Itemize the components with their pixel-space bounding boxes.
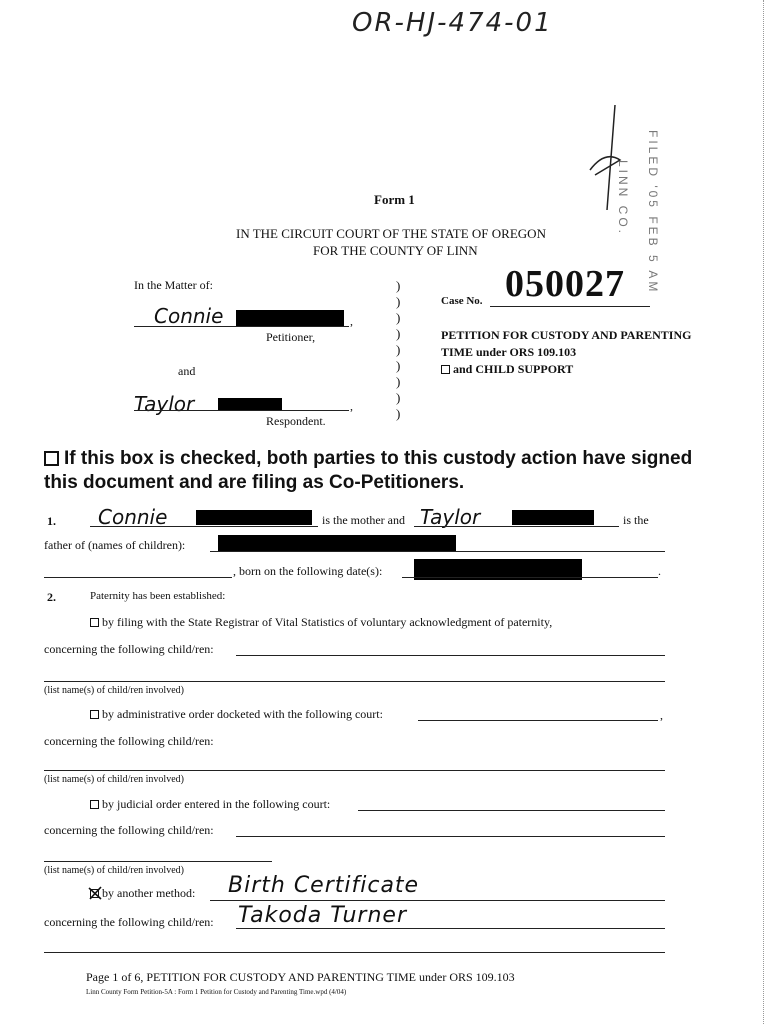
redaction [218,398,282,410]
judicial-option: by judicial order entered in the following court: [90,797,330,812]
concerning-label-2: concerning the following child/ren: [44,734,214,748]
respondent-label: Respondent. [266,414,326,428]
child-support-option: and CHILD SUPPORT [441,362,573,377]
co-petitioner-line-1: If this box is checked, both parties to this custody action have signed [44,448,692,470]
redaction [218,535,456,551]
is-the-text: is the [623,513,649,527]
in-the-matter: In the Matter of: [134,278,213,292]
concerning-label-4: concerning the following child/ren: [44,915,214,929]
mother-name: Connie [98,505,168,529]
co-petitioner-checkbox[interactable] [44,451,59,466]
filed-stamp-sub: LINN CO. [616,160,630,237]
case-number: 050027 [505,263,625,305]
redaction [512,510,594,525]
petition-title-1: PETITION FOR CUSTODY AND PARENTING [441,328,692,342]
form-label: Form 1 [374,192,415,207]
list-names-1: (list name(s) of child/ren involved) [44,685,184,696]
father-name: Taylor [420,505,481,529]
judicial-checkbox[interactable] [90,800,99,809]
child-support-checkbox[interactable] [441,365,450,374]
petitioner-label: Petitioner, [266,330,316,344]
co-petitioner-line-2: this document and are filing as Co-Petitioners. [44,472,465,493]
child-value: Takoda Turner [238,903,407,928]
is-mother-text: is the mother and [322,513,405,527]
handwritten-file-number: OR-HJ-474-01 [352,8,553,38]
born-on-label: , born on the following date(s): [233,564,383,578]
admin-checkbox[interactable] [90,710,99,719]
court-line-2: FOR THE COUNTY OF LINN [313,243,478,258]
and-label: and [178,364,196,378]
list-names-3: (list name(s) of child/ren involved) [44,865,184,876]
redaction [236,310,344,326]
concerning-label-1: concerning the following child/ren: [44,642,214,656]
filed-stamp-text: FILED '05 FEB 5 AM [646,130,660,295]
father-of-label: father of (names of children): [44,538,186,552]
list-names-2: (list name(s) of child/ren involved) [44,774,184,785]
section-2-number: 2. [47,590,56,604]
respondent-name: Taylor [134,392,195,416]
other-method-checkbox[interactable] [90,889,99,898]
concerning-label-3: concerning the following child/ren: [44,823,214,837]
petition-title-2: TIME under ORS 109.103 [441,345,577,359]
registrar-checkbox[interactable] [90,618,99,627]
paternity-heading: Paternity has been established: [90,590,226,602]
signature-scribble [585,100,645,220]
other-method-option: by another method: [90,886,195,901]
petitioner-name: Connie [154,304,224,328]
footer-line-1: Page 1 of 6, PETITION FOR CUSTODY AND PARENTING TIME under ORS 109.103 [86,970,515,984]
other-method-value: Birth Certificate [228,873,420,898]
case-no-label: Case No. [441,295,483,307]
section-1-number: 1. [47,514,56,528]
footer-line-2: Linn County Form Petition-5A : Form 1 Petition for Custody and Parenting Time.wpd (4/04) [86,988,347,996]
redaction [196,510,312,525]
admin-option: by administrative order docketed with the following court: [90,707,383,722]
registrar-option: by filing with the State Registrar of Vital Statistics of voluntary acknowledgment of paternity, [90,615,552,630]
court-line-1: IN THE CIRCUIT COURT OF THE STATE OF OREGON [236,226,546,241]
